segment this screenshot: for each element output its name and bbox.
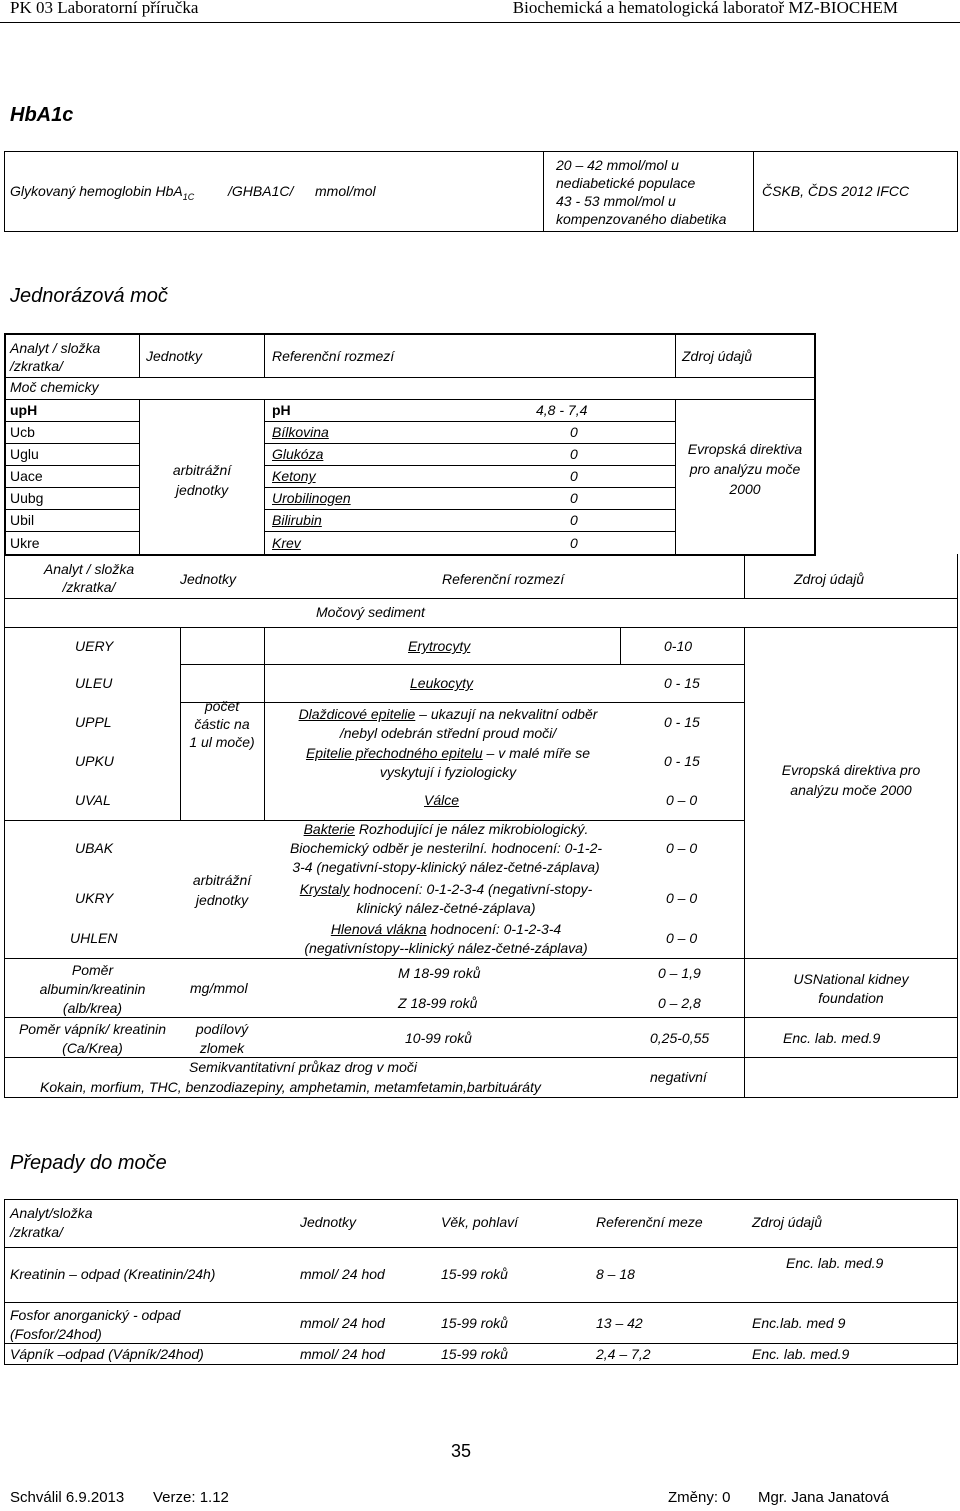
exc-row-3-units: mmol/ 24 hod	[300, 1346, 385, 1362]
hba1c-unit: mmol/mol	[315, 183, 376, 199]
chem-row-value: 0	[570, 446, 578, 462]
uleu-name: Leukocyty	[410, 675, 474, 691]
exc-row-3-age: 15-99 roků	[441, 1346, 508, 1362]
sed-head-range: Referenční rozmezí	[442, 571, 565, 587]
exc-head-age: Věk, pohlaví	[441, 1214, 519, 1230]
hba1c-name: Glykovaný hemoglobin HbA$_{1C}$	[10, 183, 195, 202]
ubak-desc: Bakterie Rozhodující je nález mikrobiologický. Biochemický odběr je nesterilní. hodnocení: 0-1-2- 3-4 (negativní-stopy-klinický nález-četné-záplava)	[289, 821, 603, 875]
exc-row-2-age: 15-99 roků	[441, 1315, 508, 1331]
exc-row-2-units: mmol/ 24 hod	[300, 1315, 385, 1331]
header-right: Biochemická a hematologická laboratoř MZ-BIOCHEM	[512, 0, 898, 17]
ukry-desc: Krystaly hodnocení: 0-1-2-3-4 (negativní-stopy- klinický nález-četné-záplava)	[299, 881, 593, 916]
chem-row-code: Uubg	[10, 490, 44, 506]
sed-units: počet částic na 1 ul moče)	[189, 698, 255, 750]
uleu-value: 0 - 15	[664, 675, 700, 691]
exc-row-3-range: 2,4 – 7,2	[596, 1346, 651, 1362]
alb-m-value: 0 – 1,9	[658, 965, 701, 981]
sed-head-units: Jednotky	[180, 571, 237, 587]
drugs-value: negativní	[650, 1069, 707, 1085]
exc-row-1-source: Enc. lab. med.9	[786, 1255, 884, 1271]
chem-row-code: Uace	[10, 468, 43, 484]
chem-row-value: 0	[570, 512, 578, 528]
urine-head-analyte: Analyt / složka /zkratka/	[10, 340, 101, 374]
exc-head-range: Referenční meze	[596, 1214, 703, 1230]
footer-version: Verze: 1.12	[153, 1489, 229, 1506]
sed-label: Močový sediment	[316, 604, 425, 620]
hba1c-title: HbA1c	[10, 104, 74, 126]
chem-row-code: Ucb	[10, 424, 35, 440]
uery-name: Erytrocyty	[408, 638, 471, 654]
uval-code: UVAL	[75, 792, 111, 808]
footer-approved: Schválil 6.9.2013	[10, 1489, 125, 1506]
urine-chem-source: Evropská direktiva pro analýzu moče 2000	[687, 441, 803, 497]
drugs-line-2: Kokain, morfium, THC, benzodiazepiny, amphetamin, metamfetamin,barbituáráty	[40, 1079, 541, 1095]
drugs-line-1: Semikvantitativní průkaz drog v moči	[189, 1059, 417, 1075]
uery-code: UERY	[75, 638, 114, 654]
exc-row-1-range: 8 – 18	[596, 1266, 635, 1282]
ubak-value: 0 – 0	[666, 840, 698, 856]
ukry-code: UKRY	[75, 890, 114, 906]
urine-chem-units: arbitrážní jednotky	[172, 462, 232, 498]
alb-code: Poměr albumin/kreatinin (alb/krea)	[39, 962, 146, 1016]
exc-row-3-source: Enc. lab. med.9	[752, 1346, 850, 1362]
uhlen-code: UHLEN	[70, 930, 118, 946]
exc-row-1-age: 15-99 roků	[441, 1266, 508, 1282]
uval-name: Válce	[424, 792, 460, 808]
uhlen-value: 0 – 0	[666, 930, 698, 946]
urine-head-units: Jednotky	[146, 348, 203, 364]
uppl-value: 0 - 15	[664, 714, 700, 730]
exc-row-3-analyte: Vápník –odpad (Vápník/24hod)	[10, 1346, 204, 1362]
exc-row-2-source: Enc.lab. med 9	[752, 1315, 846, 1331]
exc-row-1-units: mmol/ 24 hod	[300, 1266, 385, 1282]
uhlen-desc: Hlenová vlákna hodnocení: 0-1-2-3-4 (negativnístopy--klinický nález-četné-záplava)	[304, 921, 588, 956]
chem-row-value: 0	[570, 424, 578, 440]
alb-source: USNational kidney foundation	[793, 971, 909, 1006]
exc-row-2-range: 13 – 42	[596, 1315, 643, 1331]
arb-units: arbitrážní jednotky	[192, 872, 252, 908]
chem-row-name: Ketony	[272, 468, 316, 484]
uery-value: 0-10	[664, 638, 693, 654]
chem-row-value: 0	[570, 490, 578, 506]
alb-z-group: Z 18-99 roků	[398, 995, 478, 1011]
ukry-value: 0 – 0	[666, 890, 698, 906]
alb-z-value: 0 – 2,8	[658, 995, 701, 1011]
chem-row-value: 0	[570, 535, 578, 551]
uval-value: 0 – 0	[666, 792, 698, 808]
hba1c-source: ČSKB, ČDS 2012 IFCC	[762, 183, 910, 199]
uleu-code: ULEU	[75, 675, 113, 691]
ca-unit: podílový zlomek	[195, 1021, 249, 1056]
excretion-title: Přepady do moče	[10, 1152, 167, 1174]
footer-author: Mgr. Jana Janatová	[758, 1489, 889, 1506]
urine-chem-label: Moč chemicky	[10, 379, 99, 395]
ca-group: 10-99 roků	[405, 1030, 472, 1046]
chem-row-name: Bílkovina	[272, 424, 329, 440]
upku-value: 0 - 15	[664, 753, 700, 769]
upku-code: UPKU	[75, 753, 114, 769]
ubak-code: UBAK	[75, 840, 114, 856]
chem-row-name: Glukóza	[272, 446, 324, 462]
exc-head-analyte: Analyt/složka /zkratka/	[10, 1205, 93, 1240]
urine-head-source: Zdroj údajů	[682, 348, 753, 364]
uppl-code: UPPL	[75, 714, 112, 730]
exc-row-2-analyte: Fosfor anorganický - odpad (Fosfor/24hod)	[10, 1307, 181, 1342]
chem-row-value: 0	[570, 468, 578, 484]
chem-row-value: 4,8 - 7,4	[536, 402, 588, 418]
sed-source: Evropská direktiva pro analýzu moče 2000	[781, 762, 921, 798]
exc-head-source: Zdroj údajů	[752, 1214, 823, 1230]
chem-row-name: Krev	[272, 535, 301, 551]
page-number: 35	[451, 1441, 472, 1461]
sed-head-analyte: Analyt / složka /zkratka/	[43, 561, 135, 595]
upku-desc: Epitelie přechodného epitelu – v malé míře se vyskytují i fyziologicky	[305, 745, 591, 780]
header-left: PK 03 Laboratorní příručka	[10, 0, 199, 17]
exc-row-1-analyte: Kreatinin – odpad (Kreatinin/24h)	[10, 1266, 216, 1282]
header-rule	[0, 22, 960, 23]
alb-m-group: M 18-99 roků	[398, 965, 481, 981]
chem-row-name: Urobilinogen	[272, 490, 351, 506]
chem-row-code: Ukre	[10, 535, 40, 551]
uppl-desc: Dlaždicové epitelie – ukazují na nekvalitní odběr /nebyl odebrán střední proud moči/	[298, 706, 598, 741]
alb-unit: mg/mmol	[190, 980, 248, 996]
chem-row-name: pH	[272, 402, 291, 418]
ca-code: Poměr vápník/ kreatinin (Ca/Krea)	[18, 1021, 167, 1056]
exc-head-units: Jednotky	[300, 1214, 357, 1230]
chem-row-code: upH	[10, 402, 38, 418]
footer-changes: Změny: 0	[668, 1489, 731, 1506]
urine-head-range: Referenční rozmezí	[272, 348, 395, 364]
hba1c-code: /GHBA1C/	[228, 183, 294, 199]
sed-head-source: Zdroj údajů	[794, 571, 865, 587]
ca-value: 0,25-0,55	[650, 1030, 710, 1046]
chem-row-code: Uglu	[10, 446, 39, 462]
chem-row-code: Ubil	[10, 512, 35, 528]
hba1c-reference: 20 – 42 mmol/mol u nediabetické populace 43 - 53 mmol/mol u kompenzovaného diabetika	[556, 157, 727, 227]
ca-source: Enc. lab. med.9	[783, 1030, 881, 1046]
chem-row-name: Bilirubin	[272, 512, 322, 528]
urine-title: Jednorázová moč	[10, 285, 168, 307]
